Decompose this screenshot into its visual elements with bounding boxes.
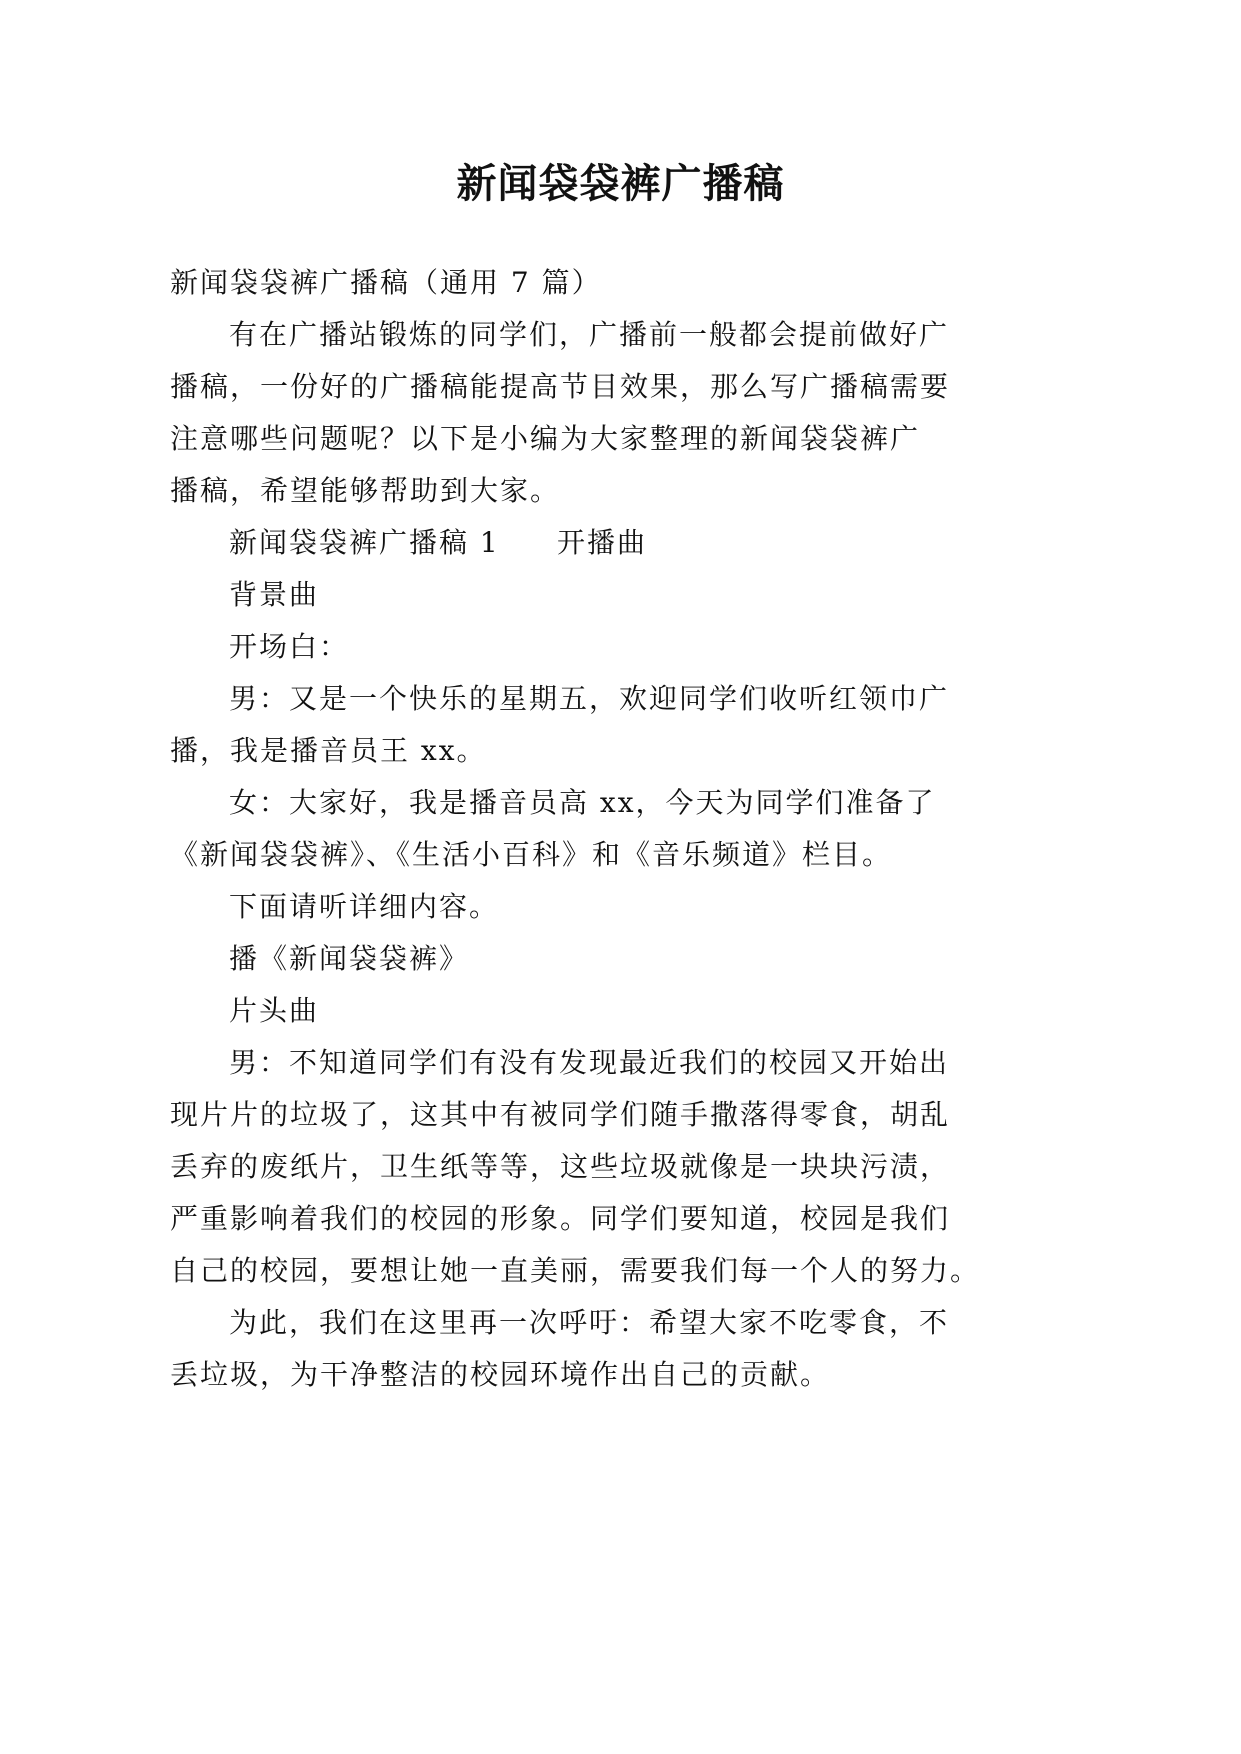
background-music-line: 背景曲 [229, 578, 320, 611]
section-heading-tail: 开播曲 [557, 526, 648, 559]
appeal-line-2: 丢垃圾，为干净整洁的校园环境作出自己的贡献。 [170, 1358, 831, 1391]
intro-line-2: 播稿，一份好的广播稿能提高节目效果，那么写广播稿需要 [170, 370, 951, 403]
female-line-2: 《新闻袋袋裤》、《生活小百科》和《音乐频道》栏目。 [170, 838, 893, 871]
opening-line: 开场白： [229, 630, 350, 663]
male-paragraph-line-5: 自己的校园，要想让她一直美丽，需要我们每一个人的努力。 [170, 1254, 981, 1287]
intro-line-1: 有在广播站锻炼的同学们，广播前一般都会提前做好广 [229, 318, 950, 351]
male-paragraph-line-1: 男：不知道同学们有没有发现最近我们的校园又开始出 [229, 1046, 950, 1079]
male-line-1: 男：又是一个快乐的星期五，欢迎同学们收听红领巾广 [229, 682, 950, 715]
male-line-2: 播，我是播音员王 xx。 [170, 734, 487, 767]
broadcast-line: 播《新闻袋袋裤》 [229, 942, 470, 975]
male-paragraph-line-2: 现片片的垃圾了，这其中有被同学们随手撒落得零食，胡乱 [170, 1098, 951, 1131]
intro-line-3: 注意哪些问题呢？以下是小编为大家整理的新闻袋袋裤广 [170, 422, 921, 455]
document-subtitle: 新闻袋袋裤广播稿（通用 7 篇） [170, 266, 602, 299]
transition-line: 下面请听详细内容。 [229, 890, 500, 923]
intro-line-4: 播稿，希望能够帮助到大家。 [170, 474, 561, 507]
appeal-line-1: 为此，我们在这里再一次呼吁：希望大家不吃零食，不 [229, 1306, 950, 1339]
male-paragraph-line-3: 丢弃的废纸片，卫生纸等等，这些垃圾就像是一块块污渍， [170, 1150, 951, 1183]
female-line-1: 女：大家好，我是播音员高 xx，今天为同学们准备了 [229, 786, 936, 819]
section-heading: 新闻袋袋裤广播稿 1 [229, 526, 500, 559]
male-paragraph-line-4: 严重影响着我们的校园的形象。同学们要知道，校园是我们 [170, 1202, 951, 1235]
opening-music-line: 片头曲 [229, 994, 320, 1027]
document-title: 新闻袋袋裤广播稿 [456, 160, 785, 207]
